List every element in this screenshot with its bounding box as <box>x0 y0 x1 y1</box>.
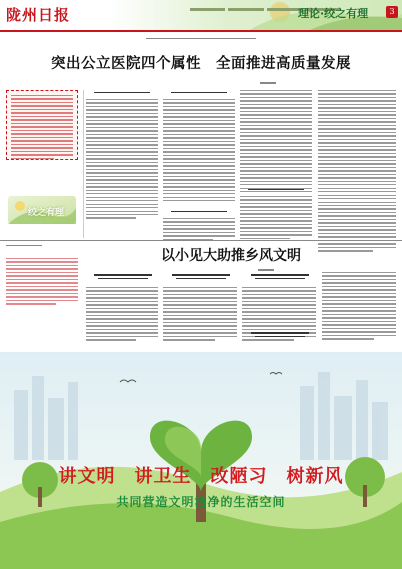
article2-subhead <box>242 274 318 284</box>
info-line <box>190 8 225 11</box>
article2-subhead <box>242 332 318 342</box>
article2-col2-text <box>163 287 237 341</box>
column-rule <box>83 90 84 238</box>
article1-headline: 突出公立医院四个属性 全面推进高质量发展 <box>51 56 351 72</box>
article1-col3-text <box>240 90 312 192</box>
article2-intro <box>6 258 78 320</box>
article1-pull-quote <box>6 90 78 160</box>
banner-slogan: 讲文明 讲卫生 改陋习 树新风 <box>58 466 344 487</box>
section-title: 理论·绞之有理 <box>298 7 369 20</box>
info-line <box>267 8 302 11</box>
article2-subhead <box>163 274 239 284</box>
article1-subhead <box>86 91 158 96</box>
article2-byline <box>258 267 274 272</box>
article1-subhead <box>163 91 235 96</box>
article2-col1-text <box>86 287 158 341</box>
article-separator <box>0 240 402 241</box>
article1-kicker <box>0 37 402 42</box>
newspaper-logo: 陇州日报 <box>6 6 71 24</box>
article1-col3b-text <box>240 196 312 239</box>
banner-illustration <box>0 352 402 569</box>
masthead-rule <box>0 30 402 32</box>
article1-col4-text <box>318 90 396 252</box>
page-number: 3 <box>386 6 398 18</box>
info-line <box>228 8 263 11</box>
article1-subhead <box>240 188 312 193</box>
civilization-banner-image <box>0 352 402 569</box>
column-badge-text: 绞之有理 <box>28 208 65 218</box>
article1-byline <box>260 80 276 85</box>
article1-col2b-text <box>163 218 235 240</box>
banner-subslogan: 共同营造文明洁净的生活空间 <box>116 495 286 509</box>
article2-headline: 以小见大助推乡风文明 <box>161 248 301 264</box>
article2-col4-text <box>322 272 396 340</box>
article2-subhead <box>86 274 160 284</box>
article1-col2-text <box>163 99 235 201</box>
article1-col1-text <box>86 99 158 219</box>
article1-subhead <box>163 210 235 215</box>
